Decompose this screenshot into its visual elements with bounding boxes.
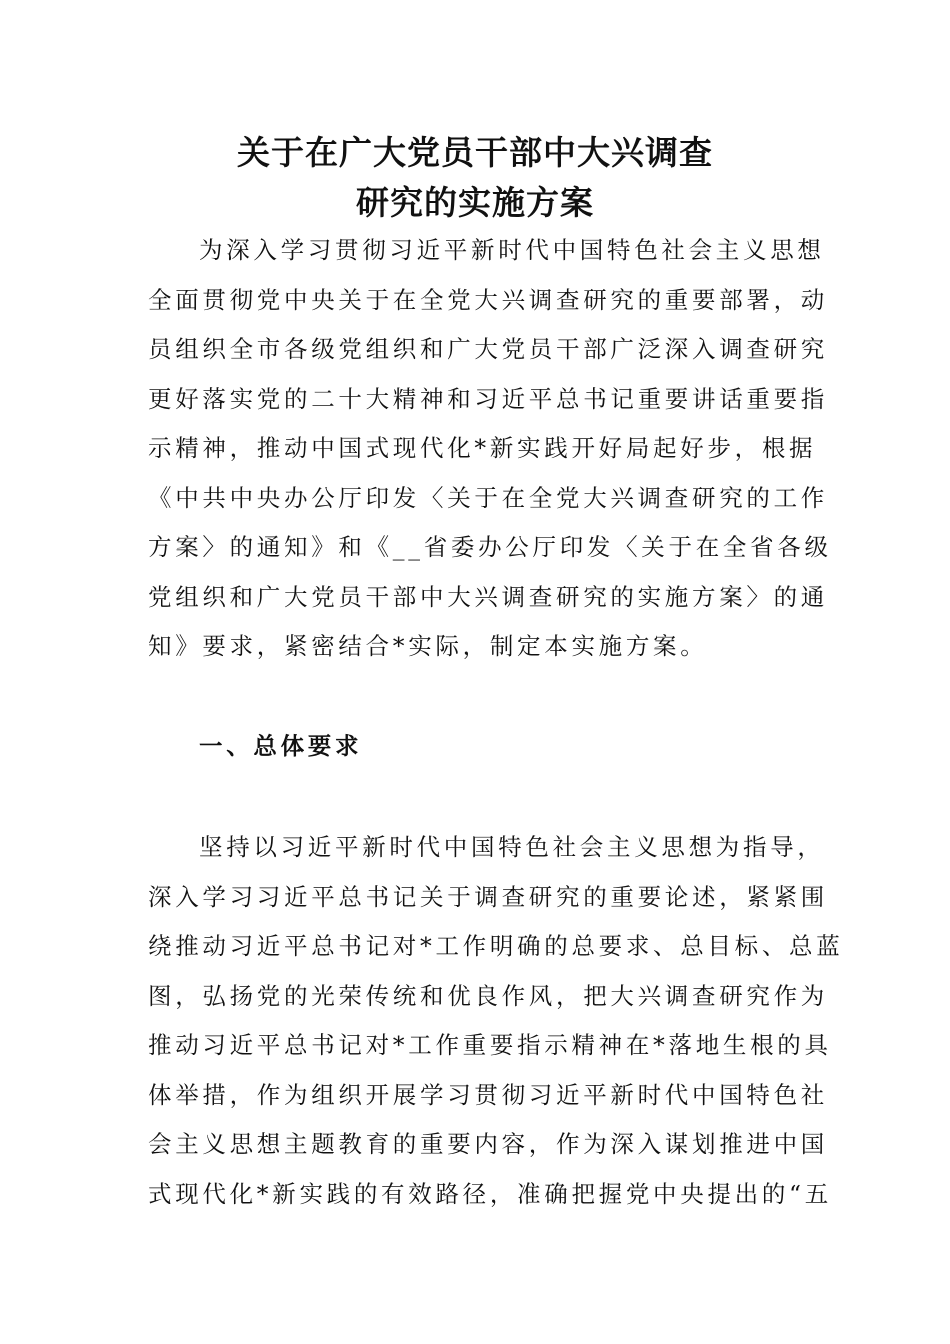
section-heading: 一、总体要求 [199,732,363,760]
paragraph-line: 员组织全市各级党组织和广大党员干部广泛深入调查研究 [148,335,828,363]
paragraph-line: 方案〉的通知》和《__省委办公厅印发〈关于在全省各级 [148,533,832,561]
body-paragraph [148,823,844,1219]
paragraph-line: 图，弘扬党的光荣传统和优良作风，把大兴调查研究作为 [148,981,828,1010]
paragraph-line: 式现代化*新实践的有效路径，准确把握党中央提出的“五 [148,1179,832,1208]
paragraph-line: 为深入学习贯彻习近平新时代中国特色社会主义思想 [199,236,825,264]
paragraph-line: 深入学习习近平总书记关于调查研究的重要论述，紧紧围 [148,882,828,911]
paragraph-line: 会主义思想主题教育的重要内容，作为深入谋划推进中国 [148,1130,828,1158]
paragraph-line: 推动习近平总书记对*工作重要指示精神在*落地生根的具 [148,1031,832,1059]
paragraph-line: 全面贯彻党中央关于在全党大兴调查研究的重要部署，动 [148,285,828,314]
document-title-line-1: 关于在广大党员干部中大兴调查 [237,133,713,172]
paragraph-line: 知》要求，紧密结合*实际，制定本实施方案。 [148,632,708,660]
paragraph-line: 党组织和广大党员干部中大兴调查研究的实施方案〉的通 [148,582,828,611]
paragraph-line: 更好落实党的二十大精神和习近平总书记重要讲话重要指 [148,384,828,413]
paragraph-line: 绕推动习近平总书记对*工作明确的总要求、总目标、总蓝 [148,932,844,960]
paragraph-line: 《中共中央办公厅印发〈关于在全党大兴调查研究的工作 [148,483,828,512]
document-title-line-2: 研究的实施方案 [356,183,594,222]
intro-paragraph [148,226,832,672]
paragraph-line: 坚持以习近平新时代中国特色社会主义思想为指导， [199,833,825,861]
paragraph-line: 体举措，作为组织开展学习贯彻习近平新时代中国特色社 [148,1080,828,1109]
paragraph-line: 示精神，推动中国式现代化*新实践开好局起好步，根据 [148,434,817,462]
